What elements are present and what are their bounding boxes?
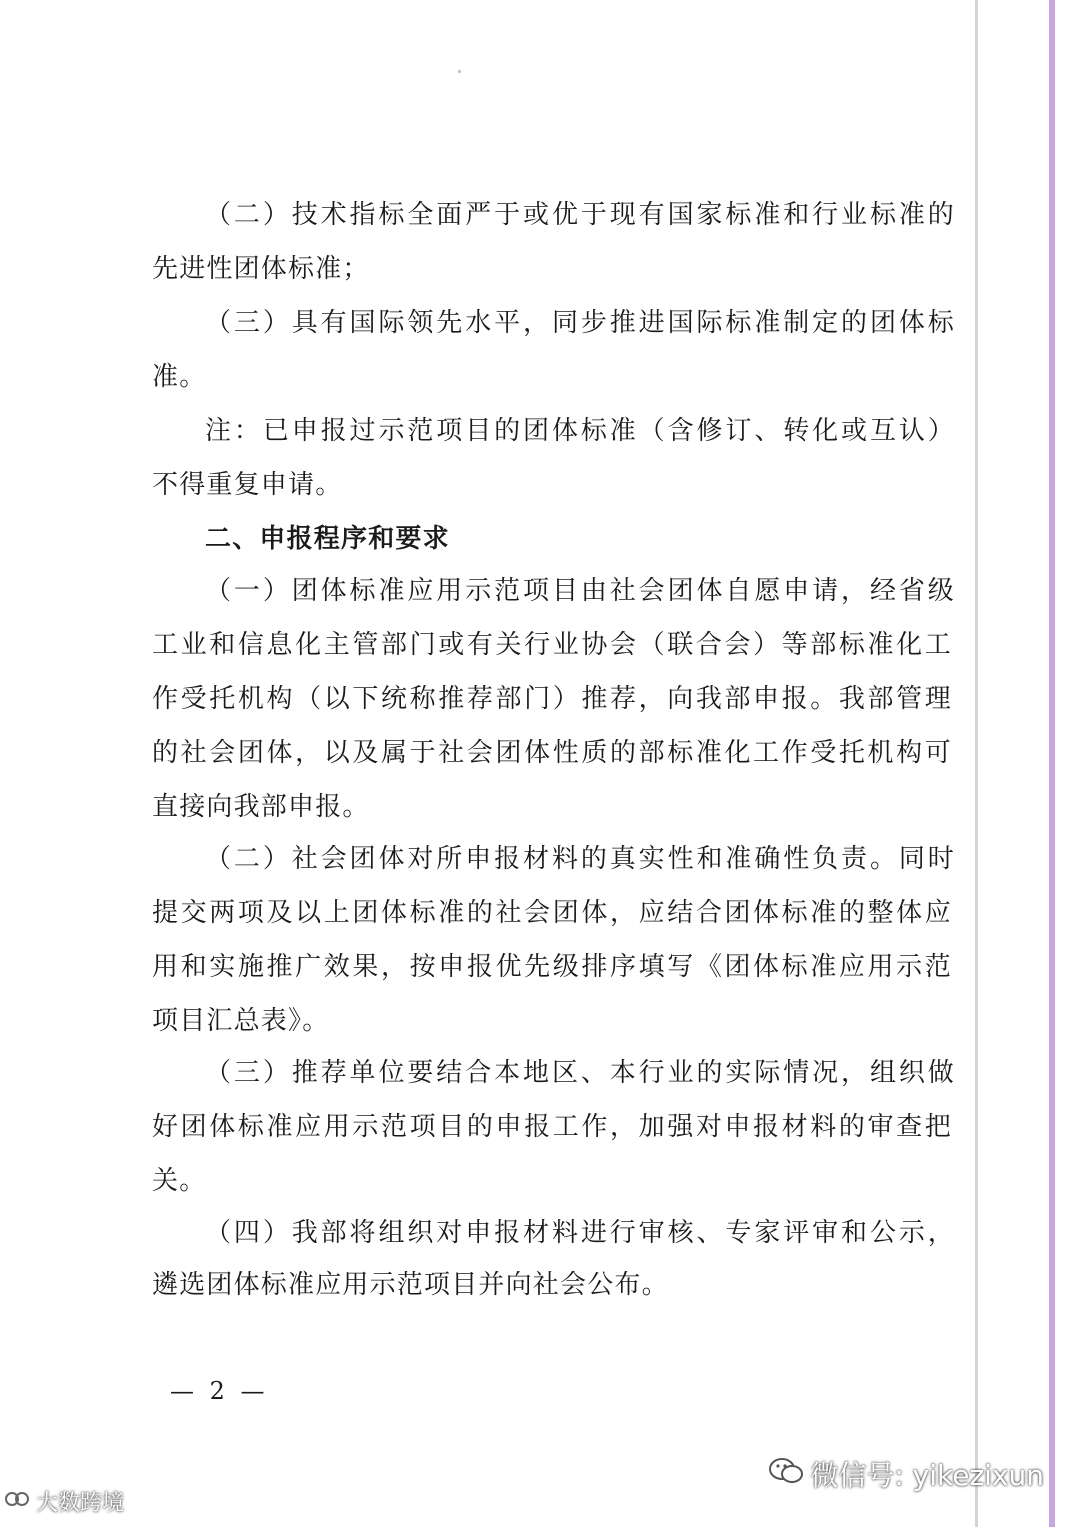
text-line: 项目汇总表》。 xyxy=(152,1006,330,1036)
brand-text: 大数跨境 xyxy=(36,1491,125,1516)
text-line: 注：已申报过示范项目的团体标准（含修订、转化或互认） xyxy=(205,416,955,446)
text-line: 好团体标准应用示范项目的申报工作，加强对申报材料的审查把 xyxy=(152,1112,952,1142)
text-line: （三）具有国际领先水平，同步推进国际标准制定的团体标 xyxy=(205,308,955,338)
text-line: 不得重复申请。 xyxy=(152,470,343,500)
text-line: （二）社会团体对所申报材料的真实性和准确性负责。同时 xyxy=(205,844,955,874)
text-line: 遴选团体标准应用示范项目并向社会公布。 xyxy=(152,1270,669,1300)
scan-speck xyxy=(458,70,461,73)
text-line: 直接向我部申报。 xyxy=(152,792,370,822)
wechat-id-text: 微信号: yikezixun xyxy=(810,1459,1044,1492)
text-line: （一）团体标准应用示范项目由社会团体自愿申请，经省级 xyxy=(205,576,955,606)
text-line: 作受托机构（以下统称推荐部门）推荐，向我部申报。我部管理 xyxy=(152,684,952,714)
brand-watermark xyxy=(4,1486,124,1517)
text-line: 准。 xyxy=(152,362,207,392)
text-line: 关。 xyxy=(152,1166,207,1196)
text-line: 提交两项及以上团体标准的社会团体，应结合团体标准的整体应 xyxy=(152,898,952,928)
text-line: （三）推荐单位要结合本地区、本行业的实际情况，组织做 xyxy=(205,1058,955,1088)
text-line: （二）技术指标全面严于或优于现有国家标准和行业标准的 xyxy=(205,200,955,230)
section-heading: 二、申报程序和要求 xyxy=(205,524,450,554)
text-line: 工业和信息化主管部门或有关行业协会（联合会）等部标准化工 xyxy=(152,630,952,660)
logo-icon xyxy=(4,1488,30,1516)
page-edge-line-gray xyxy=(975,0,978,1527)
text-line: （四）我部将组织对申报材料进行审核、专家评审和公示， xyxy=(205,1218,955,1248)
wechat-watermark xyxy=(768,1454,1044,1494)
wechat-icon xyxy=(768,1456,804,1493)
text-line: 的社会团体，以及属于社会团体性质的部标准化工作受托机构可 xyxy=(152,738,952,768)
text-line: 用和实施推广效果，按申报优先级排序填写《团体标准应用示范 xyxy=(152,952,952,982)
page-edge-line-purple xyxy=(1049,0,1055,1527)
page-number: — 2 — xyxy=(170,1377,269,1405)
text-line: 先进性团体标准； xyxy=(152,254,370,284)
